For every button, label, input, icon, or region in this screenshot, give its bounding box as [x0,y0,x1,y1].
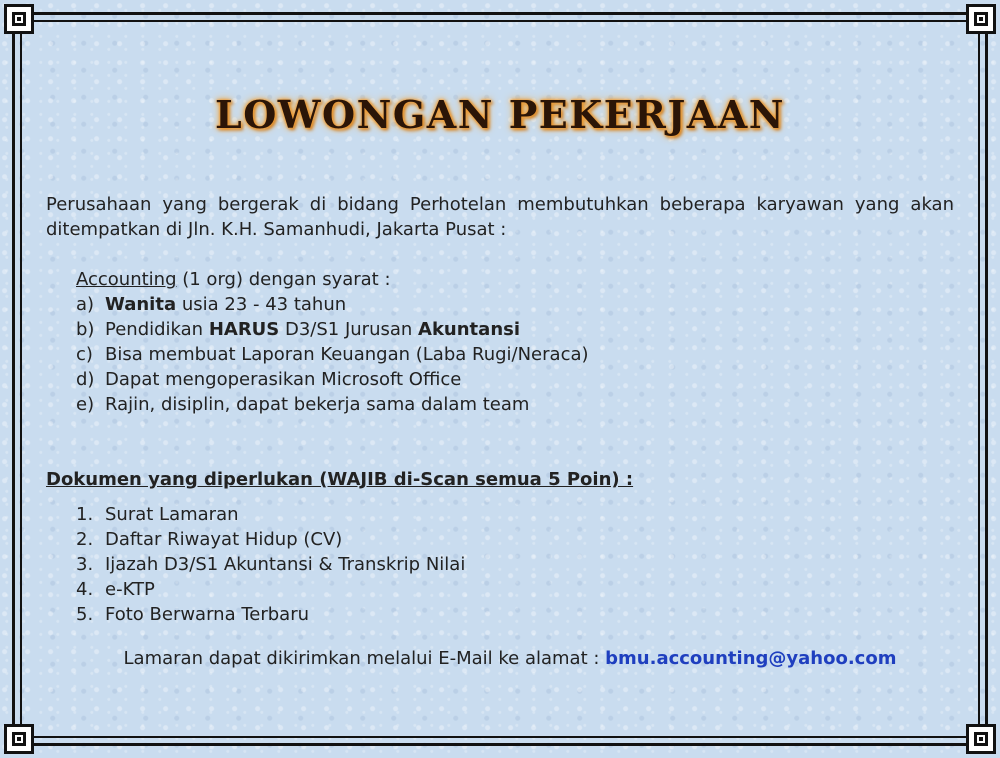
list-item [76,577,954,602]
corner-ornament-top-left [4,4,34,34]
req-bold: Akuntansi [418,319,521,340]
contact-text: Lamaran dapat dikirimkan melalui E-Mail ke alamat : [123,648,606,669]
requirements-list [76,292,954,417]
req-text: Pendidikan [105,319,209,340]
document-text: Daftar Riwayat Hidup (CV) [105,529,343,550]
list-marker: c) [76,344,93,365]
email-link[interactable]: bmu.accounting@yahoo.com [605,648,897,669]
list-marker: 1. [76,504,94,525]
req-bold: HARUS [208,319,280,340]
position-section [76,267,954,417]
list-item [76,552,954,577]
page-title: LOWONGAN PEKERJAAN [214,92,786,137]
list-marker: b) [76,319,95,340]
list-item [76,392,954,417]
list-marker: d) [76,369,95,390]
position-suffix: (1 org) dengan syarat : [176,269,391,290]
list-marker: 4. [76,579,94,600]
content [46,192,954,671]
document-text: Surat Lamaran [105,504,239,525]
list-item [76,342,954,367]
req-text: Dapat mengoperasikan Microsoft Office [105,369,462,390]
corner-ornament-bottom-right [966,724,996,754]
list-item [76,502,954,527]
req-bold: Wanita [105,294,177,315]
list-item [76,317,954,342]
req-text: D3/S1 Jurusan [279,319,419,340]
documents-heading: Dokumen yang diperlukan (WAJIB di-Scan semua 5 Poin) : [46,469,634,490]
list-marker: 3. [76,554,94,575]
contact-line [46,646,954,671]
list-marker: a) [76,294,95,315]
documents-list [76,502,954,627]
list-item [76,367,954,392]
list-item [76,292,954,317]
req-text: Rajin, disiplin, dapat bekerja sama dalam team [105,394,530,415]
corner-ornament-top-right [966,4,996,34]
intro-paragraph: Perusahaan yang bergerak di bidang Perhotelan membutuhkan beberapa karyawan yang akan ditempatkan di Jln. K.H. Samanhudi, Jakarta Pusat : [46,194,954,240]
corner-ornament-bottom-left [4,724,34,754]
position-heading [76,267,954,292]
position-name: Accounting [76,269,177,290]
document-text: Ijazah D3/S1 Akuntansi & Transkrip Nilai [105,554,466,575]
list-item [76,602,954,627]
list-item [76,527,954,552]
req-text: usia 23 - 43 tahun [176,294,347,315]
list-marker: e) [76,394,95,415]
req-text: Bisa membuat Laporan Keuangan (Laba Rugi/Neraca) [105,344,589,365]
document-text: Foto Berwarna Terbaru [105,604,310,625]
list-marker: 5. [76,604,94,625]
document-text: e-KTP [105,579,155,600]
list-marker: 2. [76,529,94,550]
